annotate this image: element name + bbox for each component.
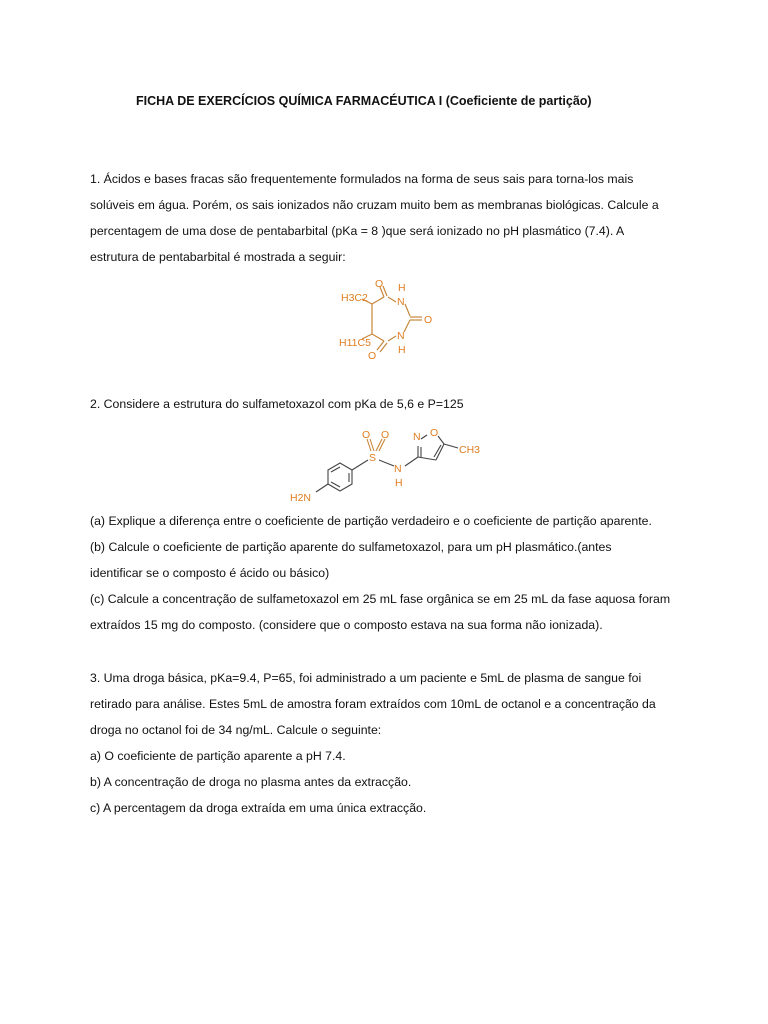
question-3-line: retirado para análise. Estes 5mL de amostra foram extraídos com 10mL de octanol e a concentração da (90, 697, 656, 711)
question-1-line: percentagem de uma dose de pentabarbital (pKa = 8 )que será ionizado no pH plasmático (7.4). A (90, 224, 625, 238)
question-2-parts (90, 508, 690, 638)
o-right-label: O (424, 314, 433, 326)
question-3-line: c) A percentagem da droga extraída em uma única extracção. (90, 801, 427, 815)
page-title: FICHA DE EXERCÍCIOS QUÍMICA FARMACÉUTICA I (Coeficiente de partição) (136, 94, 592, 108)
h2n-label: H2N (290, 492, 312, 504)
question-2-part: identificar se o composto é ácido ou básico) (90, 566, 330, 580)
n-top-label: N (397, 296, 405, 308)
question-1-line: 1. Ácidos e bases fracas são frequentemente formulados na forma de seus sais para torna-los mais (90, 172, 634, 186)
n-amide-label: N (394, 463, 402, 475)
question-2-part: (b) Calcule o coeficiente de partição aparente do sulfametoxazol, para um pH plasmático.(antes (90, 540, 612, 554)
n-bottom-label: N (397, 330, 405, 342)
h-amide-label: H (395, 477, 403, 489)
question-1-line: estrutura de pentabarbital é mostrada a seguir: (90, 250, 346, 264)
question-2-part: (a) Explique a diferença entre o coeficiente de partição verdadeiro e o coeficiente de partição aparente. (90, 514, 652, 528)
question-3 (90, 665, 690, 821)
question-2-part: extraídos 15 mg do composto. (considere que o composto estava na sua forma não ionizada). (90, 618, 603, 632)
question-2 (90, 391, 690, 417)
o-left-label: O (362, 429, 371, 441)
o-top-label: O (375, 279, 384, 290)
pentabarbital-structure (330, 279, 442, 363)
question-3-line: a) O coeficiente de partição aparente a pH 7.4. (90, 749, 346, 763)
question-2-part: (c) Calcule a concentração de sulfametoxazol em 25 mL fase orgânica se em 25 mL da fase aquosa foram (90, 592, 671, 606)
h11c5-label: H11C5 (339, 337, 371, 349)
question-1-line: solúveis em água. Porém, os sais ionizados não cruzam muito bem as membranas biológicas. Calcule a (90, 198, 659, 212)
sulfamethoxazole-structure (288, 424, 480, 506)
ch3-label: CH3 (459, 444, 480, 456)
h-bottom-label: H (398, 344, 406, 356)
pentabarbital-svg (330, 279, 442, 363)
question-3-line: droga no octanol foi de 34 ng/mL. Calcule o seguinte: (90, 723, 382, 737)
h-top-label: H (398, 282, 406, 294)
o-ring-label: O (430, 427, 439, 439)
o-right-label: O (381, 429, 390, 441)
s-label: S (369, 452, 377, 464)
question-3-line: 3. Uma droga básica, pKa=9.4, P=65, foi administrado a um paciente e 5mL de plasma de sangue foi (90, 671, 642, 685)
question-2-line: 2. Considere a estrutura do sulfametoxazol com pKa de 5,6 e P=125 (90, 397, 464, 411)
o-bottom-label: O (368, 350, 377, 362)
n-ring-label: N (413, 431, 421, 443)
h3c2-label: H3C2 (341, 292, 368, 304)
question-1 (90, 166, 690, 270)
sulfamethoxazole-svg (288, 424, 480, 506)
question-3-line: b) A concentração de droga no plasma antes da extracção. (90, 775, 412, 789)
